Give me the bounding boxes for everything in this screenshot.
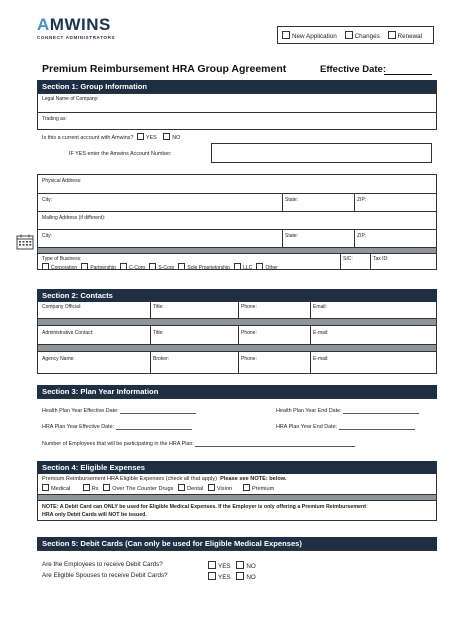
- other-label: Other: [265, 265, 278, 271]
- c-corp-checkbox[interactable]: [120, 263, 127, 270]
- spouses-debit-question: Are Eligible Spouses to receive Debit Cards?: [42, 572, 168, 579]
- company-official-label: Company Official:: [42, 304, 82, 310]
- mailing-state-label: State:: [285, 233, 299, 239]
- table-separator: [38, 318, 436, 325]
- business-type-label: Type of Business:: [42, 256, 82, 262]
- eligible-expenses-row: [38, 474, 436, 494]
- business-type-other[interactable]: [256, 265, 278, 271]
- logo-rest: MWINS: [49, 15, 111, 34]
- mailing-address-field[interactable]: [38, 211, 436, 229]
- current-account-yes-label: YES: [145, 135, 157, 141]
- rx-checkbox[interactable]: [83, 484, 90, 491]
- business-type-options: [42, 263, 278, 271]
- new-application-checkbox[interactable]: [282, 31, 290, 39]
- eligible-expenses-intro: [42, 476, 286, 482]
- official-title-label: Title:: [153, 304, 164, 310]
- logo-accent-letter: A: [37, 15, 50, 34]
- llc-checkbox[interactable]: [234, 263, 241, 270]
- physical-city-row: [38, 193, 436, 211]
- llc-label: LLC: [243, 265, 253, 271]
- renewal-checkbox[interactable]: [388, 31, 396, 39]
- health-start-label: Health Plan Year Effective Date:: [42, 408, 119, 414]
- company-logo: [37, 16, 115, 40]
- medical-label: Medical: [51, 486, 71, 492]
- tax-id-label: Tax ID:: [373, 256, 389, 262]
- s-corp-label: S-Corp: [158, 265, 175, 271]
- expense-otc[interactable]: [103, 486, 173, 492]
- physical-address-field[interactable]: [38, 175, 436, 193]
- expense-options: [42, 484, 274, 492]
- partnership-label: Partnership: [90, 265, 116, 271]
- health-start-row: [42, 408, 196, 414]
- expense-dental[interactable]: [178, 486, 203, 492]
- section5-border: [37, 550, 437, 551]
- agency-email-label: E-mail:: [313, 356, 329, 362]
- health-end-label: Health Plan Year End Date:: [276, 408, 342, 414]
- premium-label: Premium: [251, 486, 275, 492]
- current-account-question: Is this a current account with Amwins?: [42, 135, 134, 141]
- current-account-row: [42, 133, 180, 141]
- admin-phone-label: Phone:: [241, 330, 257, 336]
- employees-label: Number of Employees that will be participating in the HRA Plan:: [42, 441, 194, 447]
- corporation-checkbox[interactable]: [42, 263, 49, 270]
- employees-debit-question: Are the Employees to receive Debit Cards?: [42, 561, 163, 568]
- employees-debit-options: [208, 561, 256, 570]
- hra-start-field[interactable]: [116, 424, 192, 430]
- changes-option[interactable]: [345, 33, 380, 40]
- effective-date-label: Effective Date:: [320, 64, 386, 75]
- corporation-label: Corporation: [51, 265, 78, 271]
- new-application-label: New Application: [292, 33, 337, 40]
- expense-vision[interactable]: [208, 486, 232, 492]
- partnership-checkbox[interactable]: [81, 263, 88, 270]
- account-number-input[interactable]: [211, 143, 432, 163]
- account-number-label: IF YES enter the Amwins Account Number:: [69, 151, 172, 157]
- vision-label: Vision: [216, 486, 233, 492]
- business-type-row: [38, 253, 436, 270]
- trading-as-field[interactable]: [38, 112, 436, 130]
- request-type-box: [277, 26, 434, 44]
- section5-header: Section 5: Debit Cards (Can only be used for Eligible Medical Expenses): [37, 537, 437, 550]
- hra-end-label: HRA Plan Year End Date:: [276, 424, 338, 430]
- mailing-zip-label: ZIP:: [357, 233, 367, 239]
- mailing-address-label: Mailing Address (if different):: [42, 215, 106, 221]
- otc-checkbox[interactable]: [103, 484, 110, 491]
- agency-phone-label: Phone:: [241, 356, 257, 362]
- mailing-city-label: City:: [42, 233, 52, 239]
- employees-debit-yes-label: YES: [218, 563, 231, 570]
- agency-row: [38, 351, 436, 373]
- expense-rx[interactable]: [83, 486, 99, 492]
- broker-label: Broker:: [153, 356, 170, 362]
- debit-note-line1: NOTE: A Debit Card can ONLY be used for Eligible Medical Expenses. If the Employer is only offering a Premium Reimbursement: [42, 504, 366, 510]
- c-corp-label: C-Corp: [129, 265, 146, 271]
- legal-name-field[interactable]: [38, 94, 436, 112]
- employees-row: [42, 441, 355, 447]
- physical-city-label: City:: [42, 197, 52, 203]
- spouses-debit-options: [208, 572, 256, 581]
- expense-premium[interactable]: [243, 486, 274, 492]
- company-official-row: [38, 302, 436, 318]
- section3-header: Section 3: Plan Year Information: [37, 385, 437, 398]
- agency-name-label: Agency Name:: [42, 356, 75, 362]
- sic-label: SIC:: [343, 256, 353, 262]
- effective-date-field[interactable]: [384, 74, 432, 75]
- admin-title-label: Title:: [153, 330, 164, 336]
- admin-email-label: E-mail:: [313, 330, 329, 336]
- business-type-sole-proprietorship[interactable]: [178, 265, 230, 271]
- spouses-debit-no-checkbox[interactable]: [236, 572, 244, 580]
- other-checkbox[interactable]: [256, 263, 263, 270]
- mailing-city-row: [38, 229, 436, 247]
- dental-label: Dental: [187, 486, 204, 492]
- rx-label: Rx: [91, 486, 99, 492]
- health-end-row: [276, 408, 419, 414]
- new-application-option[interactable]: [282, 33, 337, 40]
- employees-debit-yes-checkbox[interactable]: [208, 561, 216, 569]
- renewal-label: Renewal: [397, 33, 423, 40]
- debit-note-line2: HRA only Debit Cards will NOT be issued.: [42, 512, 147, 518]
- hra-start-row: [42, 424, 192, 430]
- current-account-yes-checkbox[interactable]: [137, 133, 144, 140]
- official-phone-label: Phone:: [241, 304, 257, 310]
- calendar-icon[interactable]: [16, 234, 34, 250]
- sole-proprietorship-label: Sole Proprietorship: [187, 265, 230, 271]
- table-separator: [38, 344, 436, 351]
- section4-header: Section 4: Eligible Expenses: [37, 461, 437, 474]
- spouses-debit-yes-label: YES: [218, 574, 231, 581]
- renewal-option[interactable]: [388, 33, 423, 40]
- trading-as-label: Trading as:: [42, 116, 67, 122]
- business-type-corporation[interactable]: [42, 265, 77, 271]
- debit-note-row: [38, 500, 436, 520]
- health-end-field[interactable]: [343, 408, 419, 414]
- business-type-c-corp[interactable]: [120, 265, 145, 271]
- employees-field[interactable]: [195, 441, 355, 447]
- section4-table: [37, 474, 437, 521]
- spouses-debit-yes-checkbox[interactable]: [208, 572, 216, 580]
- business-type-llc[interactable]: [234, 265, 252, 271]
- changes-checkbox[interactable]: [345, 31, 353, 39]
- hra-start-label: HRA Plan Year Effective Date:: [42, 424, 115, 430]
- business-type-partnership[interactable]: [81, 265, 116, 271]
- see-note-text: Please see NOTE: below.: [220, 476, 287, 482]
- employees-debit-no-label: NO: [246, 563, 256, 570]
- premium-checkbox[interactable]: [243, 484, 250, 491]
- logo-subtitle: CONNECT ADMINISTRATORS: [37, 35, 116, 40]
- section1-header: Section 1: Group Information: [37, 80, 437, 93]
- business-type-s-corp[interactable]: [149, 265, 174, 271]
- otc-label: Over The Counter Drugs: [112, 486, 174, 492]
- document-title: Premium Reimbursement HRA Group Agreement: [42, 63, 287, 75]
- physical-zip-label: ZIP:: [357, 197, 367, 203]
- vision-checkbox[interactable]: [208, 484, 215, 491]
- sole-proprietorship-checkbox[interactable]: [178, 263, 185, 270]
- dental-checkbox[interactable]: [178, 484, 185, 491]
- legal-name-label: Legal Name of Company:: [42, 96, 99, 102]
- logo-wordmark: [37, 16, 115, 33]
- administrative-contact-row: [38, 325, 436, 344]
- spouses-debit-no-label: NO: [246, 574, 256, 581]
- physical-state-label: State:: [285, 197, 299, 203]
- hra-end-field[interactable]: [339, 424, 415, 430]
- section2-header: Section 2: Contacts: [37, 289, 437, 302]
- changes-label: Changes: [354, 33, 380, 40]
- eligible-expenses-text: Premium Reimbursement HRA Eligible Expenses (check all that apply): [42, 476, 218, 482]
- physical-address-label: Physical Address:: [42, 178, 82, 184]
- section1-name-table: [37, 93, 437, 130]
- section3-border: [37, 398, 437, 399]
- current-account-no-label: NO: [172, 135, 181, 141]
- section2-contacts-table: [37, 302, 437, 374]
- employees-debit-no-checkbox[interactable]: [236, 561, 244, 569]
- official-email-label: Email:: [313, 304, 327, 310]
- current-account-no-checkbox[interactable]: [163, 133, 170, 140]
- administrative-contact-label: Administrative Contact:: [42, 330, 94, 336]
- s-corp-checkbox[interactable]: [149, 263, 156, 270]
- hra-end-row: [276, 424, 415, 430]
- medical-checkbox[interactable]: [42, 484, 49, 491]
- section1-address-table: [37, 174, 437, 270]
- health-start-field[interactable]: [120, 408, 196, 414]
- expense-medical[interactable]: [42, 486, 70, 492]
